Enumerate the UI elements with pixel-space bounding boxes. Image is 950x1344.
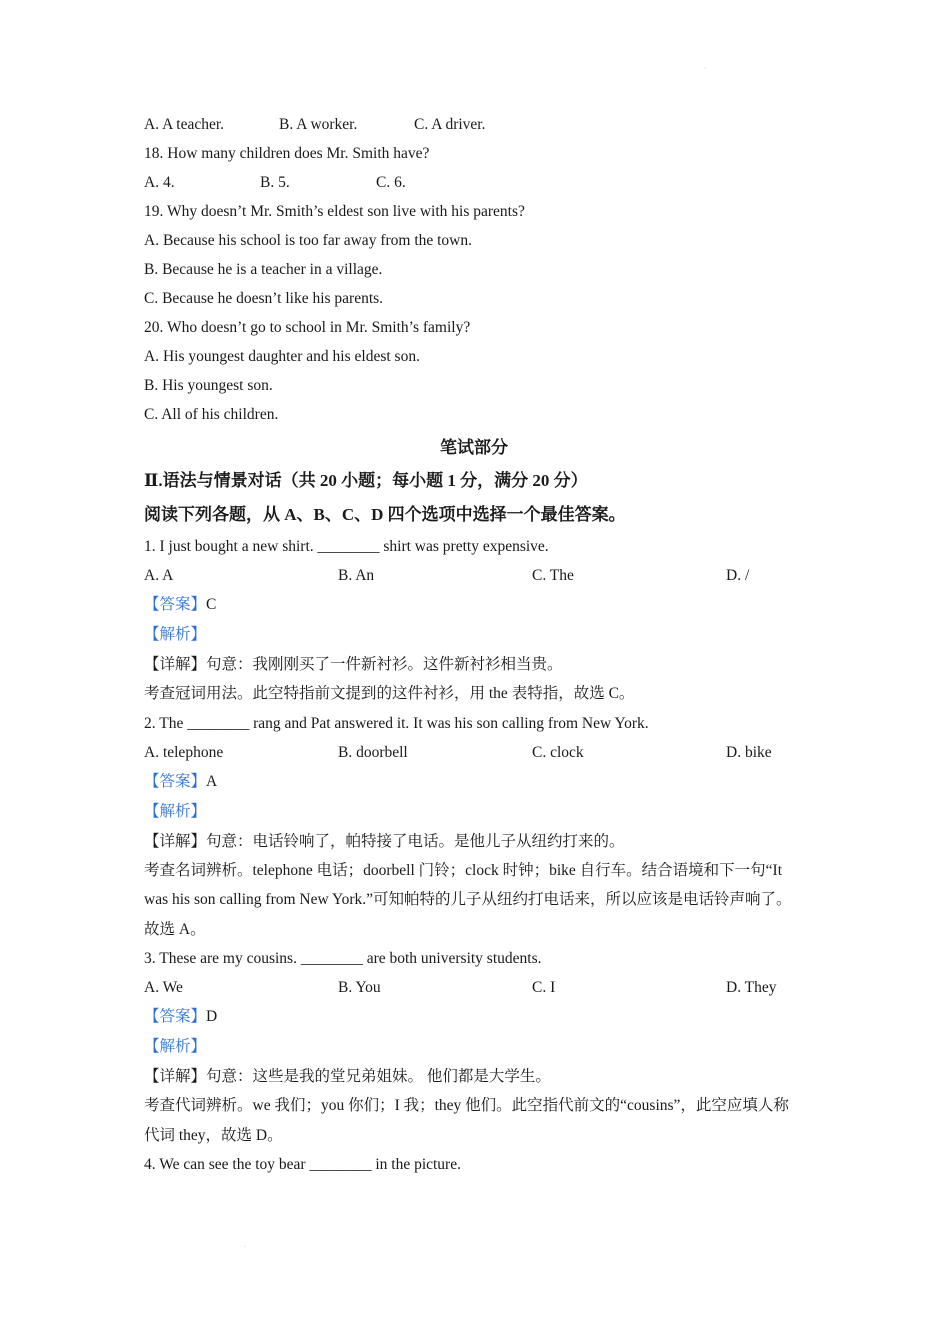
option: A. 4. bbox=[144, 174, 175, 191]
analysis-label: 【解析】 bbox=[144, 626, 207, 643]
q18-stem: 18. How many children does Mr. Smith have? bbox=[144, 145, 430, 162]
answer-value: A bbox=[206, 772, 218, 790]
answer-label: 【答案】 bbox=[144, 772, 207, 790]
detail-label: 【详解】 bbox=[144, 832, 207, 850]
document-page bbox=[144, 110, 804, 1179]
answer-value: C bbox=[206, 596, 217, 613]
option: C. I bbox=[532, 979, 556, 996]
answer-line bbox=[144, 1002, 804, 1032]
option: C. clock bbox=[532, 743, 584, 761]
detail-text: 句意：电话铃响了，帕特接了电话。是他儿子从纽约打来的。 bbox=[206, 832, 625, 850]
option: C. Because he doesn’t like his parents. bbox=[144, 290, 384, 307]
question-options bbox=[144, 973, 804, 1002]
option: B. doorbell bbox=[338, 743, 408, 761]
option: D. They bbox=[726, 979, 777, 996]
option: A. telephone bbox=[144, 743, 224, 761]
detail-label: 【详解】 bbox=[144, 1068, 207, 1085]
q19-stem: 19. Why doesn’t Mr. Smith’s eldest son live with his parents? bbox=[144, 203, 525, 220]
question-stem: 1. I just bought a new shirt. ________ shirt was pretty expensive. bbox=[144, 538, 549, 555]
instruction: 阅读下列各题，从 A、B、C、D 四个选项中选择一个最佳答案。 bbox=[144, 505, 626, 524]
analysis-label: 【解析】 bbox=[144, 802, 207, 820]
explanation: 考查名词辨析。telephone 电话；doorbell 门铃；clock 时钟；bike 自行车。结合语境和下一句“It was his son calling from New York.”可知帕特的儿子从纽约打电话来，所以应该是电话铃声响了。故选 A。 bbox=[144, 861, 792, 938]
option: B. A worker. bbox=[279, 116, 358, 133]
answer-label: 【答案】 bbox=[144, 596, 207, 613]
option: B. 5. bbox=[260, 174, 290, 191]
detail-label: 【详解】 bbox=[144, 656, 207, 673]
answer-line bbox=[144, 590, 804, 620]
section-heading: Ⅱ.语法与情景对话（共 20 小题；每小题 1 分，满分 20 分） bbox=[144, 471, 588, 490]
option: B. You bbox=[338, 979, 381, 996]
detail-line bbox=[144, 1062, 804, 1091]
explanation: 考查代词辨析。we 我们；you 你们；I 我；they 他们。此空指代前文的“cousins”，此空应填人称代词 they，故选 D。 bbox=[144, 1097, 789, 1144]
header-dot: · bbox=[704, 66, 706, 72]
question-options bbox=[144, 561, 804, 590]
question-options bbox=[144, 738, 804, 767]
q18-options bbox=[144, 168, 804, 197]
analysis-label: 【解析】 bbox=[144, 1038, 207, 1055]
detail-text: 句意：我刚刚买了一件新衬衫。这件新衬衫相当贵。 bbox=[206, 656, 563, 673]
answer-line bbox=[144, 767, 804, 797]
option: A. A bbox=[144, 567, 174, 584]
option: A. A teacher. bbox=[144, 116, 225, 133]
footer-dot: · bbox=[244, 1244, 246, 1250]
option: B. An bbox=[338, 567, 375, 584]
detail-line bbox=[144, 650, 804, 679]
option: C. A driver. bbox=[414, 116, 486, 133]
detail-line bbox=[144, 827, 804, 856]
option: C. 6. bbox=[376, 174, 406, 191]
option: A. His youngest daughter and his eldest son. bbox=[144, 348, 420, 365]
question-stem: 4. We can see the toy bear ________ in the picture. bbox=[144, 1156, 461, 1173]
option: B. His youngest son. bbox=[144, 377, 273, 394]
question-stem: 2. The ________ rang and Pat answered it. It was his son calling from New York. bbox=[144, 714, 649, 732]
answer-label: 【答案】 bbox=[144, 1008, 207, 1025]
answer-value: D bbox=[206, 1008, 218, 1025]
q17-options bbox=[144, 110, 804, 139]
option: D. bike bbox=[726, 743, 772, 761]
option: A. We bbox=[144, 979, 183, 996]
option: C. All of his children. bbox=[144, 406, 279, 423]
option: D. / bbox=[726, 567, 750, 584]
detail-text: 句意：这些是我的堂兄弟姐妹。 他们都是大学生。 bbox=[206, 1068, 551, 1085]
written-section-title: 笔试部分 bbox=[440, 438, 508, 457]
option: C. The bbox=[532, 567, 574, 584]
option: B. Because he is a teacher in a village. bbox=[144, 261, 383, 278]
explanation: 考查冠词用法。此空特指前文提到的这件衬衫，用 the 表特指，故选 C。 bbox=[144, 685, 635, 702]
question-stem: 3. These are my cousins. ________ are both university students. bbox=[144, 950, 542, 967]
option: A. Because his school is too far away from the town. bbox=[144, 232, 473, 249]
q20-stem: 20. Who doesn’t go to school in Mr. Smith’s family? bbox=[144, 319, 471, 336]
